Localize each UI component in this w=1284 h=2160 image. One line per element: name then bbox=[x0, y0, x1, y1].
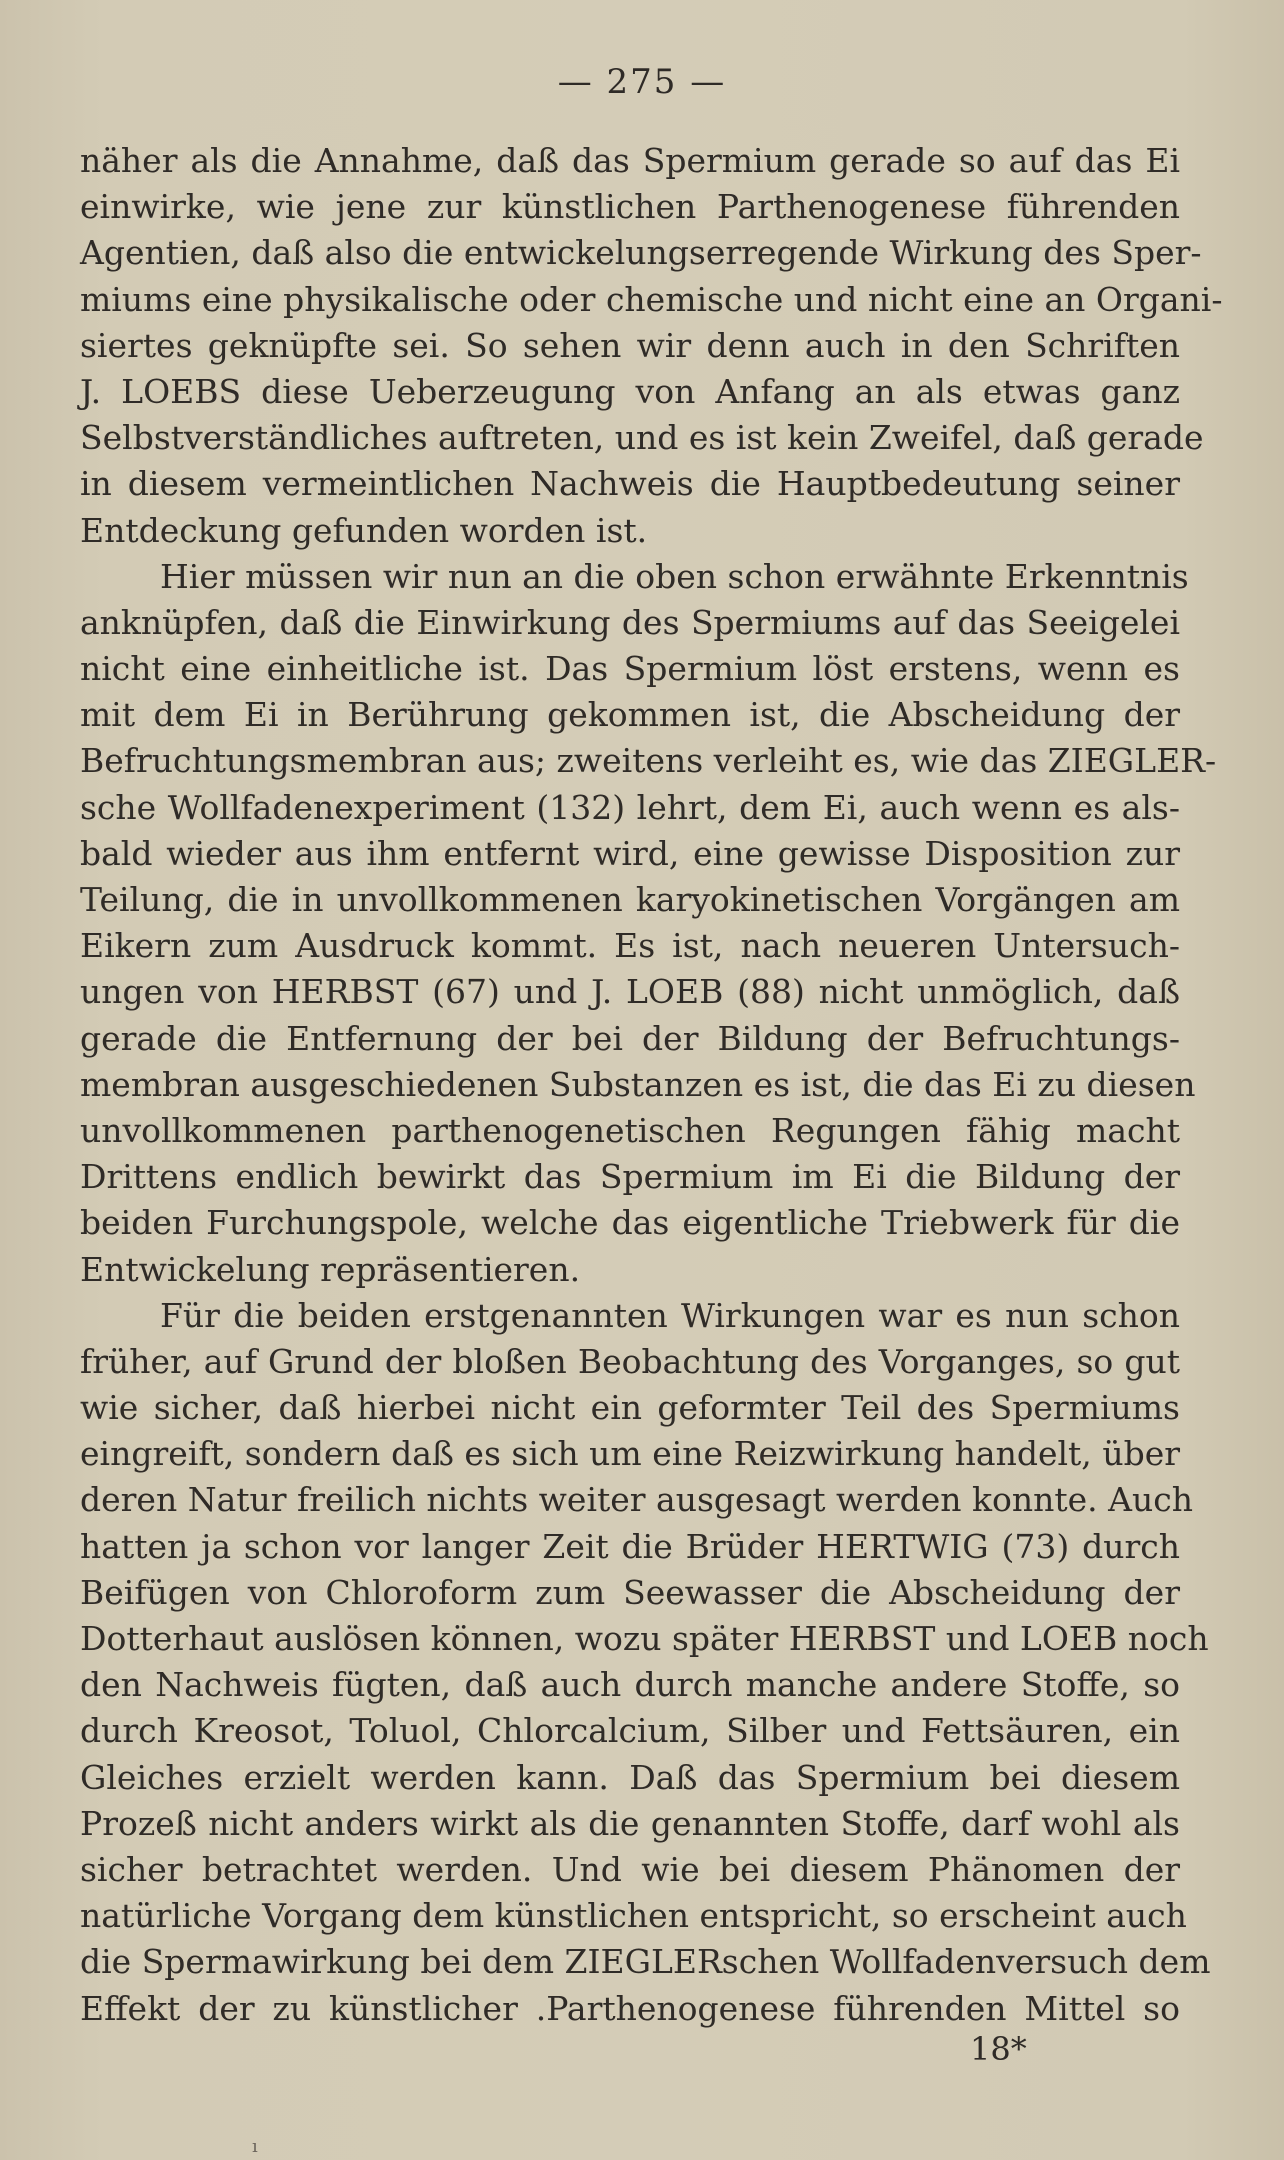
body-text bbox=[80, 138, 1223, 2032]
text-line: natürliche Vorgang dem künstlichen entspricht, so erscheint auch bbox=[80, 1896, 1187, 1936]
text-line: früher, auf Grund der bloßen Beobachtung des Vorganges, so gut bbox=[80, 1341, 1180, 1381]
text-line: sche Wollfadenexperiment (132) lehrt, dem Ei, auch wenn es als- bbox=[80, 787, 1180, 827]
text-line: den Nachweis fügten, daß auch durch manche andere Stoffe, so bbox=[80, 1665, 1180, 1705]
text-line: sicher betrachtet werden. Und wie bei diesem Phänomen der bbox=[80, 1849, 1180, 1889]
text-line: Eikern zum Ausdruck kommt. Es ist, nach neueren Untersuch- bbox=[80, 926, 1180, 966]
text-line: J. LOEBS diese Ueberzeugung von Anfang an als etwas ganz bbox=[80, 371, 1180, 411]
text-line: Hier müssen wir nun an die oben schon erwähnte Erkenntnis bbox=[160, 556, 1189, 596]
text-line: Agentien, daß also die entwickelungserregende Wirkung des Sper- bbox=[80, 233, 1202, 273]
text-line: miums eine physikalische oder chemische und nicht eine an Organi- bbox=[80, 279, 1223, 319]
text-line: näher als die Annahme, daß das Spermium gerade so auf das Ei bbox=[80, 141, 1180, 180]
text-line: siertes geknüpfte sei. So sehen wir denn auch in den Schriften bbox=[80, 325, 1180, 365]
text-line: beiden Furchungspole, welche das eigentliche Triebwerk für die bbox=[80, 1203, 1180, 1243]
text-line: Effekt der zu künstlicher .Parthenogenese führenden Mittel so bbox=[80, 1988, 1180, 2028]
text-line: durch Kreosot, Toluol, Chlorcalcium, Silber und Fettsäuren, ein bbox=[80, 1711, 1180, 1751]
text-line: Beifügen von Chloroform zum Seewasser die Abscheidung der bbox=[80, 1572, 1180, 1612]
text-line: in diesem vermeintlichen Nachweis die Hauptbedeutung seiner bbox=[80, 464, 1180, 504]
margin-mark: ı bbox=[252, 2136, 258, 2157]
text-line: unvollkommenen parthenogenetischen Regungen fähig macht bbox=[80, 1110, 1180, 1150]
text-line: Drittens endlich bewirkt das Spermium im Ei die Bildung der bbox=[80, 1157, 1180, 1197]
text-line: Selbstverständliches auftreten, und es ist kein Zweifel, daß gerade bbox=[80, 418, 1204, 458]
text-line: Dotterhaut auslösen können, wozu später HERBST und LOEB noch bbox=[80, 1619, 1209, 1658]
text-line: Entwickelung repräsentieren. bbox=[80, 1249, 581, 1289]
text-line: mit dem Ei in Berührung gekommen ist, die Abscheidung der bbox=[80, 695, 1180, 735]
text-line: deren Natur freilich nichts weiter ausgesagt werden konnte. Auch bbox=[80, 1480, 1193, 1520]
text-line: Entdeckung gefunden worden ist. bbox=[80, 510, 648, 550]
text-line: Prozeß nicht anders wirkt als die genannten Stoffe, darf wohl als bbox=[80, 1803, 1180, 1843]
text-line: gerade die Entfernung der bei der Bildung der Befruchtungs- bbox=[80, 1018, 1180, 1058]
page-number: — 275 — bbox=[557, 62, 727, 102]
text-line: membran ausgeschiedenen Substanzen es ist, die das Ei zu diesen bbox=[80, 1064, 1196, 1104]
text-line: Für die beiden erstgenannten Wirkungen war es nun schon bbox=[160, 1295, 1180, 1335]
text-line: hatten ja schon vor langer Zeit die Brüder HERTWIG (73) durch bbox=[80, 1526, 1180, 1566]
text-line: anknüpfen, daß die Einwirkung des Spermiums auf das Seeigelei bbox=[80, 602, 1180, 642]
text-line: ungen von HERBST (67) und J. LOEB (88) nicht unmöglich, daß bbox=[80, 972, 1180, 1012]
text-line: bald wieder aus ihm entfernt wird, eine gewisse Disposition zur bbox=[80, 833, 1180, 873]
text-line: die Spermawirkung bei dem ZIEGLERschen Wollfadenversuch dem bbox=[80, 1942, 1211, 1982]
text-line: einwirke, wie jene zur künstlichen Parthenogenese führenden bbox=[80, 187, 1180, 227]
text-line: eingreift, sondern daß es sich um eine Reizwirkung handelt, über bbox=[80, 1434, 1180, 1474]
text-line: Gleiches erzielt werden kann. Daß das Spermium bei diesem bbox=[80, 1757, 1180, 1797]
text-line: wie sicher, daß hierbei nicht ein geformter Teil des Spermiums bbox=[80, 1388, 1180, 1428]
text-line: Befruchtungsmembran aus; zweitens verleiht es, wie das ZIEGLER- bbox=[80, 741, 1217, 781]
sheet-signature: 18* bbox=[970, 2030, 1027, 2068]
text-line: Teilung, die in unvollkommenen karyokinetischen Vorgängen am bbox=[80, 880, 1180, 919]
text-line: nicht eine einheitliche ist. Das Spermium löst erstens, wenn es bbox=[80, 649, 1180, 689]
